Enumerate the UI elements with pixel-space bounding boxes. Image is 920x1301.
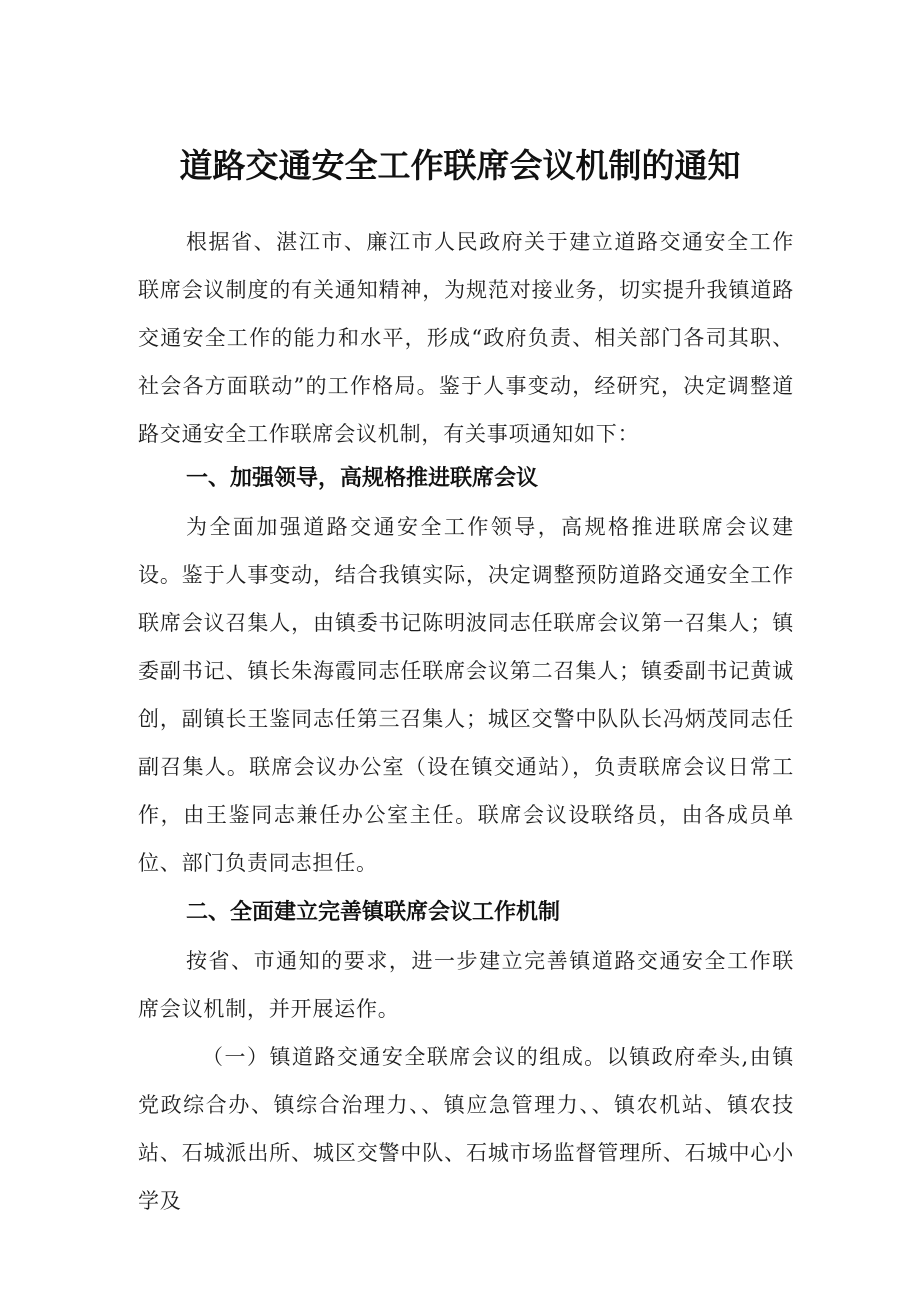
section-2-subsection-1: （一）镇道路交通安全联席会议的组成。以镇政府牵头,由镇党政综合办、镇综合治理力、、镇应急管理力、、镇农机站、镇农技站、石城派出所、城区交警中队、石城市场监督管理所、石城中心小学及	[138, 1045, 794, 1213]
intro-paragraph: 根据省、湛江市、廉江市人民政府关于建立道路交通安全工作联席会议制度的有关通知精神，为规范对接业务，切实提升我镇道路交通安全工作的能力和水平，形成“政府负责、相关部门各司其职、社会各方面联动”的工作格局。鉴于人事变动，经研究，决定调整道路交通安全工作联席会议机制，有关事项通知如下：	[138, 230, 794, 446]
section-2-paragraph: 按省、市通知的要求，进一步建立完善镇道路交通安全工作联席会议机制，并开展运作。	[138, 949, 794, 1021]
section-2-heading: 二、全面建立完善镇联席会议工作机制	[186, 900, 561, 925]
document-title: 道路交通安全工作联席会议机制的通知	[179, 146, 741, 185]
section-1-paragraph: 为全面加强道路交通安全工作领导，高规格推进联席会议建设。鉴于人事变动，结合我镇实际，决定调整预防道路交通安全工作联席会议召集人，由镇委书记陈明波同志任联席会议第一召集人；镇委副书记、镇长朱海霞同志任联席会议第二召集人；镇委副书记黄诚创，副镇长王鉴同志任第三召集人；城区交警中队队长冯炳茂同志任副召集人。联席会议办公室（设在镇交通站），负责联席会议日常工作，由王鉴同志兼任办公室主任。联席会议设联络员，由各成员单位、部门负责同志担任。	[138, 515, 794, 875]
section-1-heading: 一、加强领导，高规格推进联席会议	[186, 466, 539, 491]
